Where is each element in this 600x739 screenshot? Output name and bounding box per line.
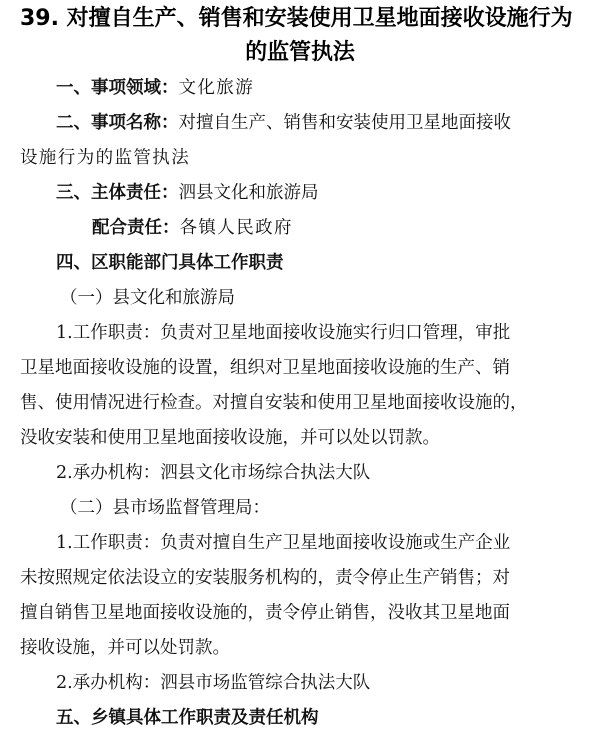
main-responsibility-label: 三、主体责任： [56,183,179,203]
item-name-value-line-1: 对擅自生产、销售和安装使用卫星地面接收 [178,113,511,133]
dept2-duty-line-1: 1.工作职责：负责对擅自生产卫星地面接收设施或生产企业 [56,533,511,553]
dept2-duty-line-3: 擅自销售卫星地面接收设施的，责令停止销售，没收其卫星地面 [20,603,510,623]
dept1-heading: （一）县文化和旅游局 [60,288,235,308]
item-name-value-line-2: 设施行为的监管执法 [20,148,191,168]
coop-responsibility-value: 各镇人民政府 [179,218,293,238]
domain-label: 一、事项领域： [56,78,179,98]
coop-responsibility-label: 配合责任： [92,218,180,238]
dept2-agency: 2.承办机构：泗县市场监管综合执法大队 [56,673,371,693]
dept2-duty-line-2: 未按照规定依法设立的安装服务机构的，责令停止生产销售；对 [20,568,510,588]
dept-duties-heading: 四、区职能部门具体工作职责 [56,253,284,273]
item-name-row [56,111,511,135]
dept1-duty-line-4: 没收安装和使用卫星地面接收设施，并可以处以罚款。 [20,428,440,448]
dept1-duty-line-3: 售、使用情况进行检查。对擅自安装和使用卫星地面接收设施的， [20,393,528,413]
dept2-duty-line-4: 接收设施，并可以处罚款。 [20,638,230,658]
dept2-heading: （二）县市场监督管理局： [60,498,270,518]
main-responsibility-value: 泗县文化和旅游局 [178,183,319,203]
domain-row [56,76,254,100]
main-responsibility-row [56,181,319,205]
dept1-duty-line-1: 1.工作职责：负责对卫星地面接收设施实行归口管理，审批 [56,323,511,343]
item-name-label: 二、事项名称： [56,113,179,133]
dept1-duty-line-2: 卫星地面接收设施的设置，组织对卫星地面接收设施的生产、销 [20,358,510,378]
domain-value: 文化旅游 [178,78,255,98]
document-title-line-1: 39. 对擅自生产、销售和安装使用卫星地面接收设施行为 [20,6,573,31]
document-title-line-2: 的监管执法 [245,40,355,65]
town-duties-heading: 五、乡镇具体工作职责及责任机构 [56,708,319,728]
coop-responsibility-row [92,216,293,240]
dept1-agency: 2.承办机构：泗县文化市场综合执法大队 [56,463,371,483]
